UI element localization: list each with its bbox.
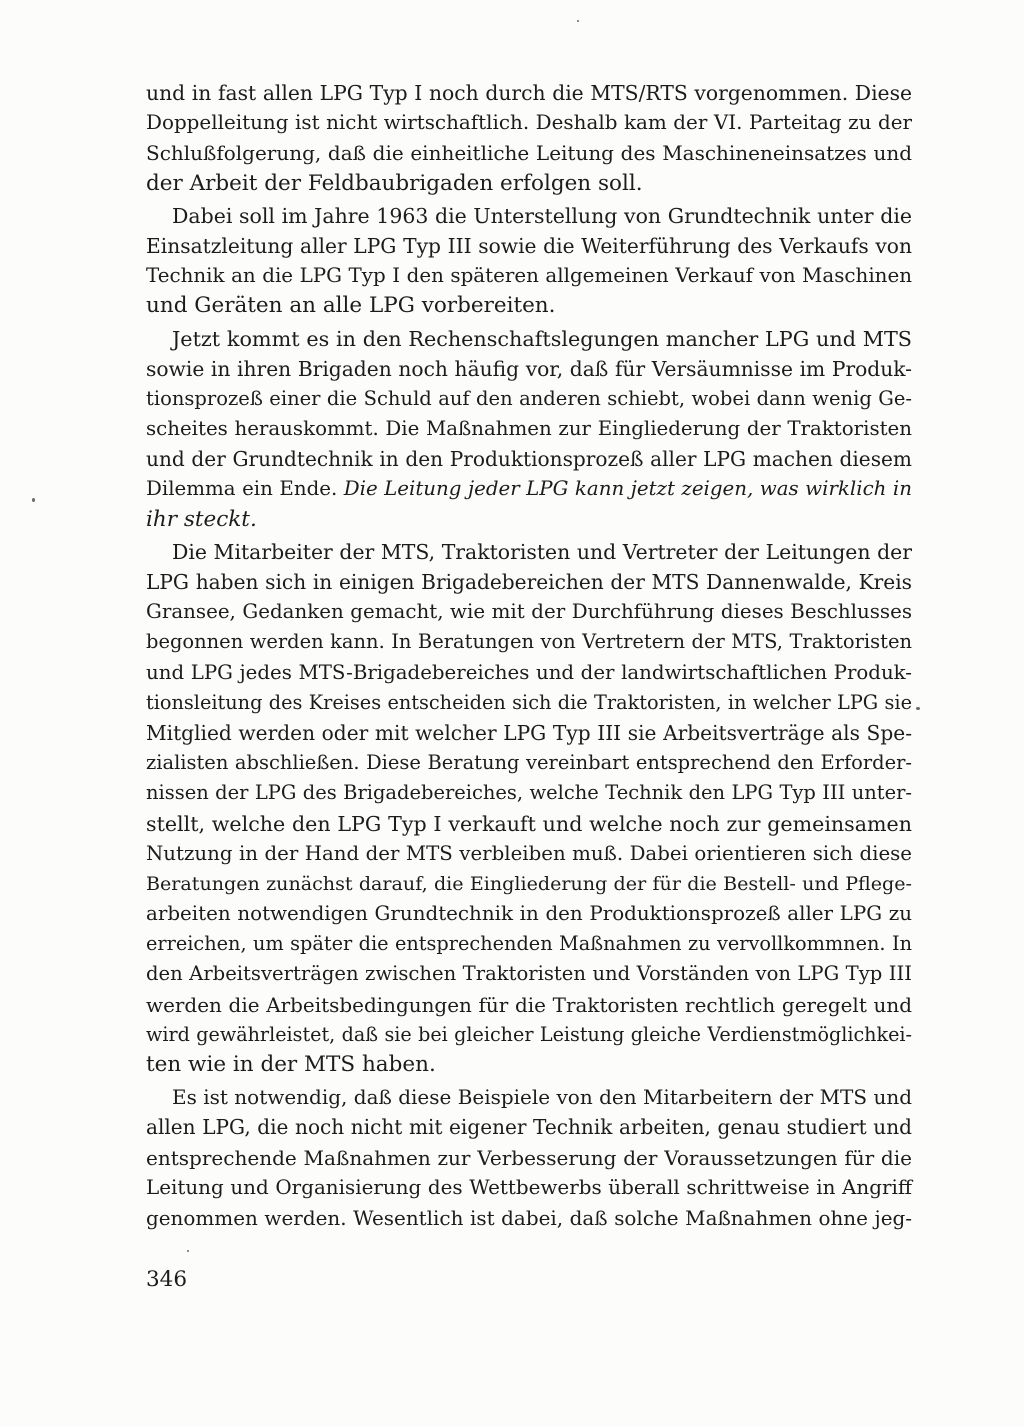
text-line: tionsprozeß einer die Schuld auf den anderen schiebt, wobei dann wenig Ge-	[146, 386, 912, 410]
text-line: ihr steckt.	[146, 506, 257, 532]
text-line: Doppelleitung ist nicht wirtschaftlich. Deshalb kam der VI. Parteitag zu der	[146, 111, 912, 135]
text-line: Gransee, Gedanken gemacht, wie mit der Durchführung dieses Beschlusses	[146, 600, 912, 624]
text-line	[146, 474, 912, 504]
paragraph	[146, 78, 912, 199]
text-line: nissen der LPG des Brigadebereiches, welche Technik den LPG Typ III unter-	[146, 781, 912, 805]
paragraph	[146, 324, 912, 535]
text-line: und der Grundtechnik in den Produktionsprozeß aller LPG machen diesem	[146, 447, 912, 472]
ink-speck	[187, 1250, 189, 1252]
ink-speck	[577, 20, 579, 22]
text-line: tionsleitung des Kreises entscheiden sich die Traktoristen, in welcher LPG sie	[146, 690, 912, 714]
text-line: Schlußfolgerung, daß die einheitliche Leitung des Maschineneinsatzes und	[146, 141, 912, 166]
text-line: genommen werden. Wesentlich ist dabei, daß solche Maßnahmen ohne jeg-	[146, 1205, 912, 1230]
text-line: Die Mitarbeiter der MTS, Traktoristen und Vertreter der Leitungen der	[172, 539, 912, 564]
paragraph	[146, 201, 912, 322]
body-text	[146, 78, 912, 1233]
text-line: wird gewährleistet, daß sie bei gleicher Leistung gleiche Verdienstmöglichkei-	[146, 1022, 912, 1046]
text-line: und in fast allen LPG Typ I noch durch die MTS/RTS vorgenommen. Diese	[146, 81, 912, 105]
text-line: den Arbeitsverträgen zwischen Traktoristen und Vorständen von LPG Typ III	[146, 962, 912, 986]
ink-speck	[32, 498, 35, 502]
text-line: Leitung und Organisierung des Wettbewerbs überall schrittweise in Angriff	[146, 1175, 912, 1199]
text-line: entsprechende Maßnahmen zur Verbesserung der Voraussetzungen für die	[146, 1145, 912, 1170]
text-line: begonnen werden kann. In Beratungen von Vertretern der MTS, Traktoristen	[146, 630, 912, 654]
text-line: Einsatzleitung aller LPG Typ III sowie die Weiterführung des Verkaufs von	[146, 233, 912, 258]
text-line: Es ist notwendig, daß diese Beispiele von den Mitarbeitern der MTS und	[172, 1085, 912, 1110]
text-line: Nutzung in der Hand der MTS verbleiben muß. Dabei orientieren sich diese	[146, 841, 912, 865]
text-line: Dabei soll im Jahre 1963 die Unterstellung von Grundtechnik unter die	[172, 203, 912, 228]
text-line: scheites herauskommt. Die Maßnahmen zur Eingliederung der Traktoristen	[146, 417, 912, 441]
text-line: Technik an die LPG Typ I den späteren allgemeinen Verkauf von Maschinen	[146, 264, 912, 288]
text-line: Beratungen zunächst darauf, die Eingliederung der für die Bestell- und Pflege-	[146, 872, 912, 895]
text-line: und Geräten an alle LPG vorbereiten.	[146, 293, 556, 319]
text-line: der Arbeit der Feldbaubrigaden erfolgen soll.	[146, 170, 643, 196]
text-line: Jetzt kommt es in den Rechenschaftslegungen mancher LPG und MTS	[172, 326, 912, 351]
text-line: ten wie in der MTS haben.	[146, 1052, 436, 1077]
text-run: Dilemma ein Ende.	[146, 477, 344, 501]
text-line: und LPG jedes MTS-Brigadebereiches und der landwirtschaftlichen Produk-	[146, 660, 912, 684]
text-line: sowie in ihren Brigaden noch häufig vor, daß für Versäumnisse im Produk-	[146, 356, 912, 381]
ink-speck	[916, 707, 920, 710]
italic-text-run: Die Leitung jeder LPG kann jetzt zeigen, was wirklich in	[343, 477, 912, 501]
text-line: allen LPG, die noch nicht mit eigener Technik arbeiten, genau studiert und	[146, 1115, 912, 1140]
text-line: stellt, welche den LPG Typ I verkauft und welche noch zur gemeinsamen	[146, 811, 912, 836]
text-line: werden die Arbeitsbedingungen für die Traktoristen rechtlich geregelt und	[146, 992, 912, 1017]
paragraph	[146, 1082, 912, 1233]
text-line: zialisten abschließen. Diese Beratung vereinbart entsprechend den Erforder-	[146, 751, 912, 775]
page-number: 346	[146, 1267, 188, 1292]
text-line: erreichen, um später die entsprechenden Maßnahmen zu vervollkommnen. In	[146, 932, 912, 956]
paragraph	[146, 537, 912, 1080]
text-line: LPG haben sich in einigen Brigadebereichen der MTS Dannenwalde, Kreis	[146, 570, 912, 594]
text-line: Mitglied werden oder mit welcher LPG Typ III sie Arbeitsverträge als Spe-	[146, 720, 912, 745]
text-line: arbeiten notwendigen Grundtechnik in den Produktionsprozeß aller LPG zu	[146, 902, 912, 926]
